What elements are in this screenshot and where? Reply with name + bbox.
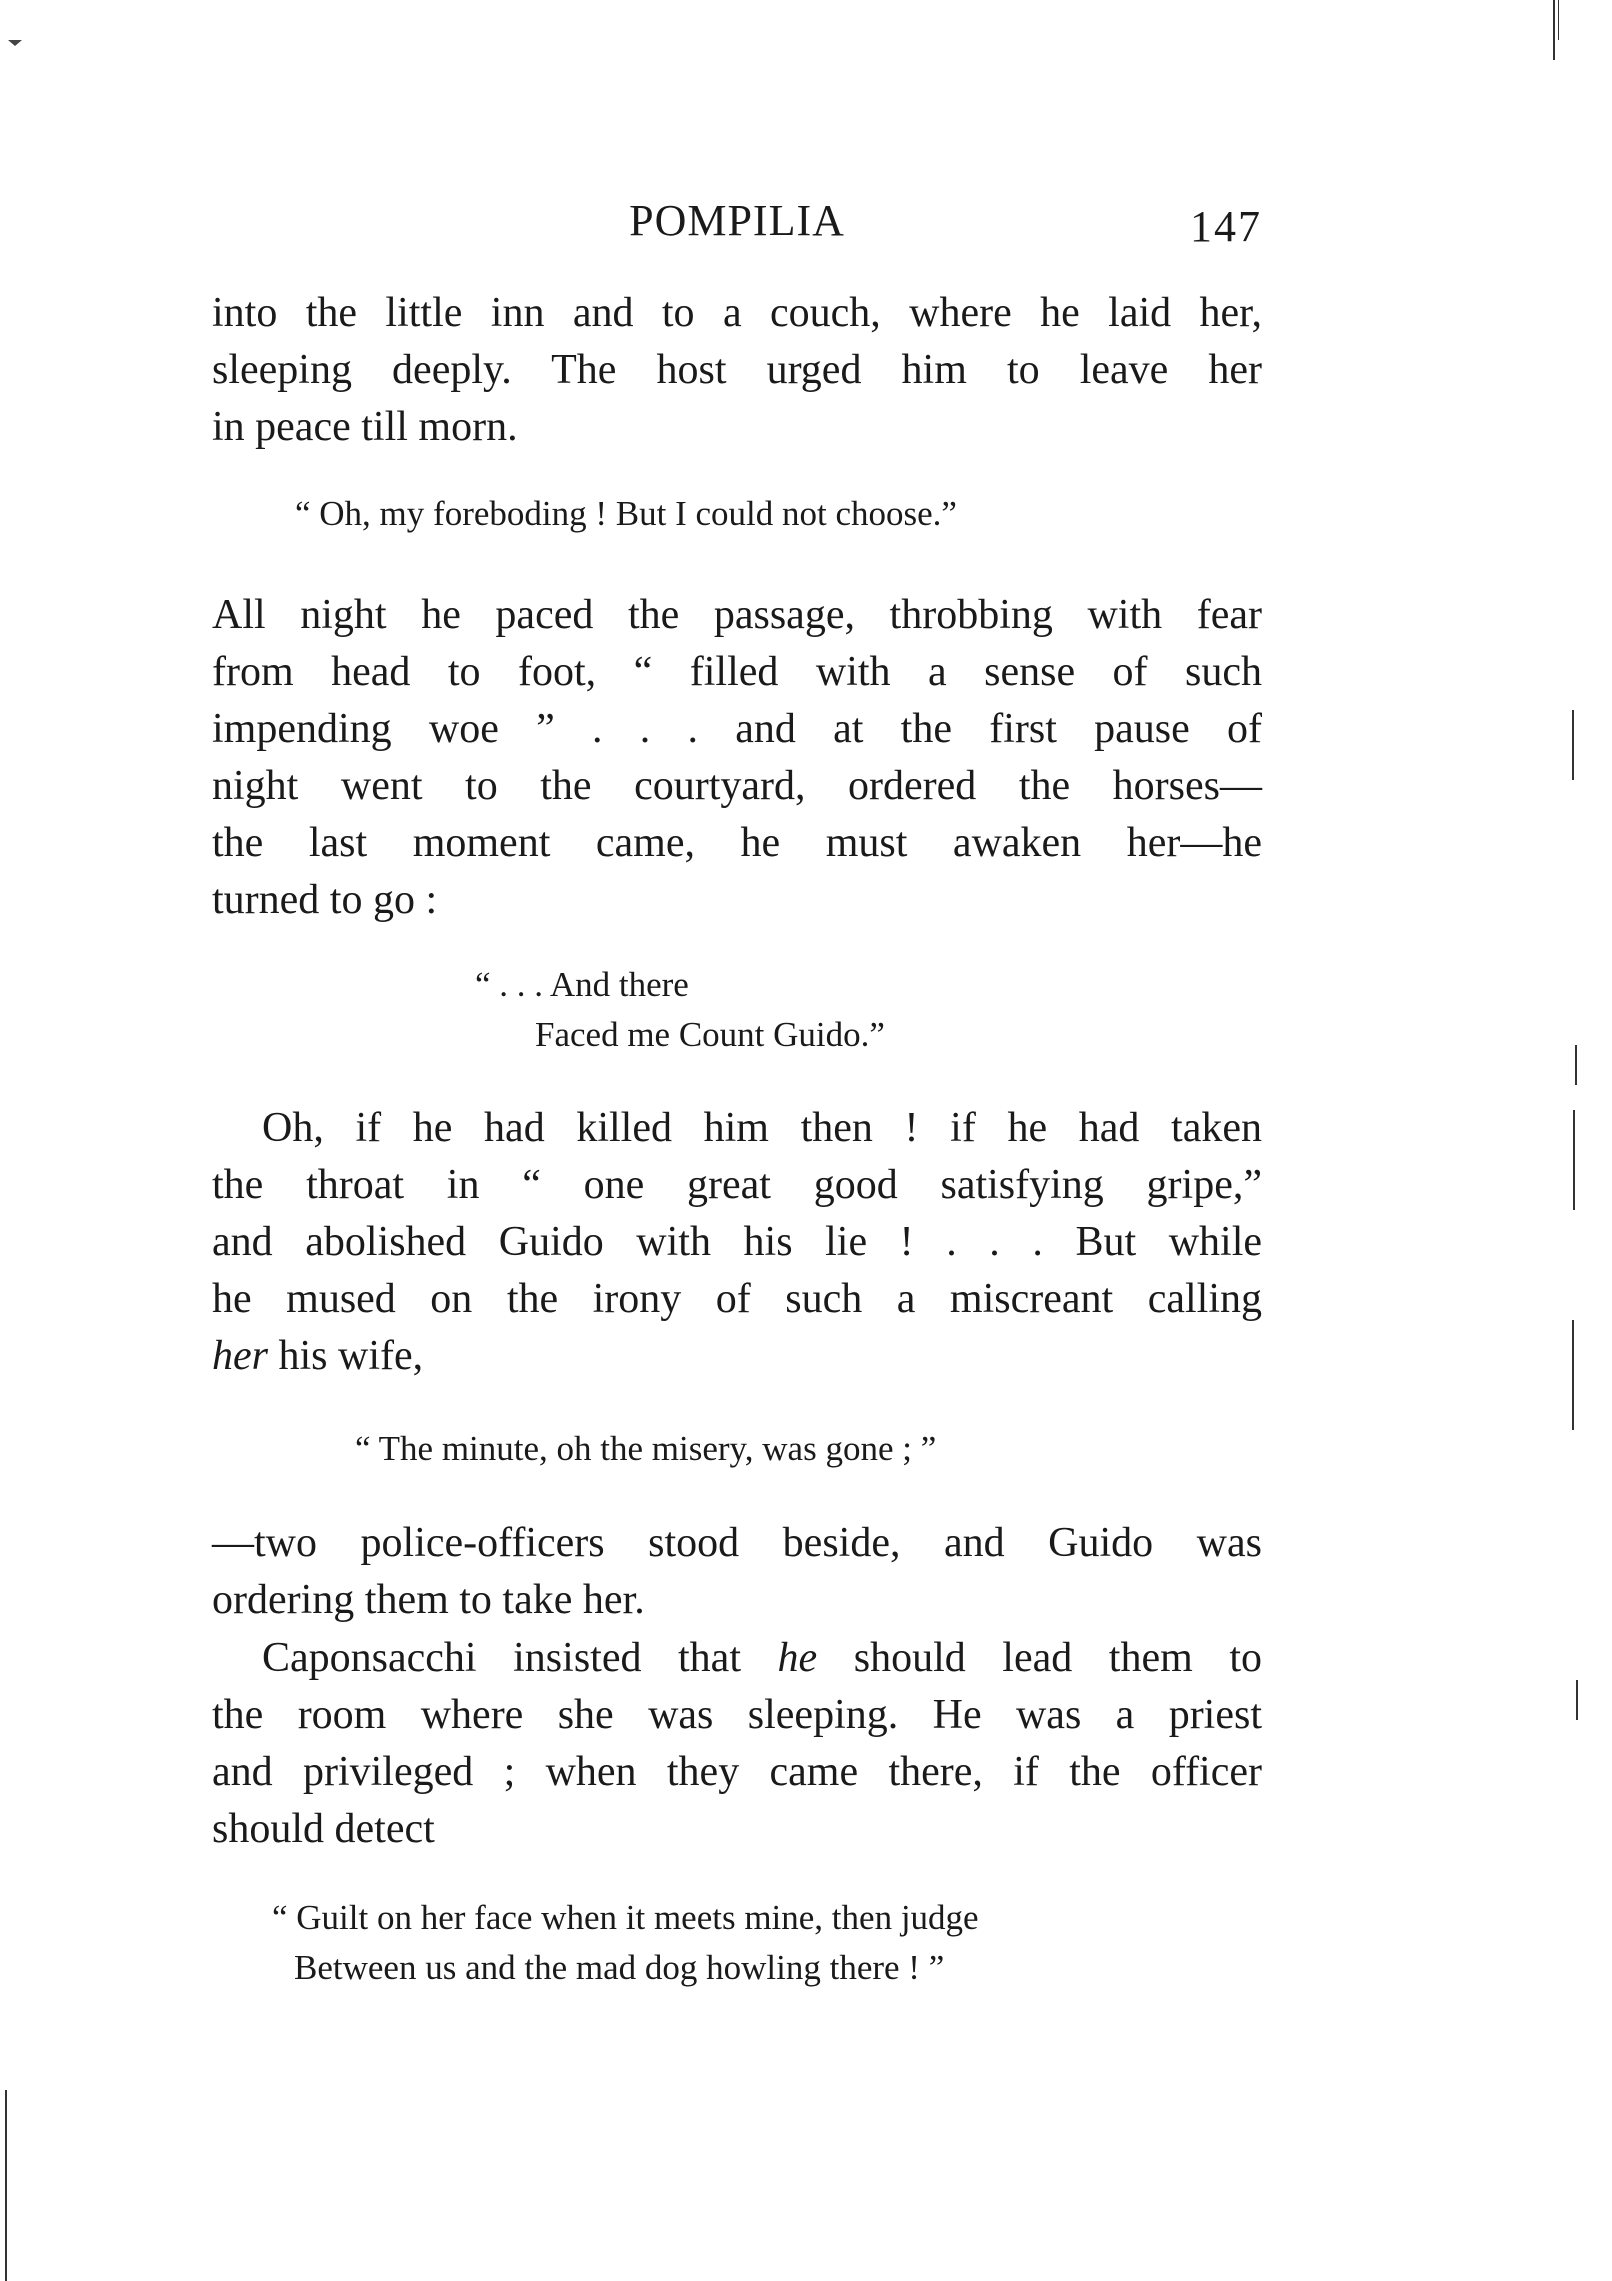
text-fragment: his wife, [268, 1333, 424, 1379]
scan-artifact-line [1553, 0, 1555, 60]
quote-line: “ Guilt on her face when it meets mine, then judge [272, 1898, 979, 1937]
text-line [212, 1630, 1262, 1687]
text-line: into the little inn and to a couch, where he laid her, [212, 290, 1262, 336]
scan-artifact-line [1573, 1110, 1575, 1210]
text-line: from head to foot, “ filled with a sense of such [212, 649, 1262, 695]
text-line: night went to the courtyard, ordered the horses— [212, 763, 1262, 809]
scan-artifact-line [1572, 710, 1574, 780]
text-line: Oh, if he had killed him then ! if he had taken [262, 1105, 1262, 1151]
quote-line: “ The minute, oh the misery, was gone ; ” [355, 1429, 937, 1468]
quote-line: Between us and the mad dog howling there ! ” [294, 1948, 945, 1987]
text-line: he mused on the irony of such a miscreant calling [212, 1276, 1262, 1322]
paragraph-1 [212, 285, 1262, 456]
scan-artifact-line [1572, 1320, 1574, 1430]
text-fragment: should lead them to [817, 1635, 1262, 1681]
chapter-title: POMPILIA [629, 196, 845, 245]
paragraph-3 [212, 1100, 1262, 1385]
text-line: turned to go : [212, 877, 438, 923]
italic-word: he [777, 1635, 818, 1681]
text-line: impending woe ” . . . and at the first pause of [212, 706, 1262, 752]
text-line: the room where she was sleeping. He was a priest [212, 1692, 1262, 1738]
scan-corner-mark-icon [8, 40, 22, 46]
scan-artifact-line [1558, 0, 1559, 40]
text-line [212, 1328, 1262, 1385]
scan-artifact-line [1575, 1045, 1577, 1085]
quotation-1 [295, 490, 1345, 538]
text-line: and abolished Guido with his lie ! . . . But while [212, 1219, 1262, 1265]
quote-line: “ . . . And there [475, 965, 689, 1004]
text-line: and privileged ; when they came there, if the officer [212, 1749, 1262, 1795]
text-line: in peace till morn. [212, 404, 518, 450]
text-fragment: Caponsacchi insisted that [262, 1635, 778, 1681]
scan-artifact-line [5, 2090, 7, 2281]
text-line: should detect [212, 1806, 435, 1852]
quotation-2 [475, 960, 1075, 1060]
paragraph-5 [212, 1630, 1262, 1858]
quote-line: Faced me Count Guido.” [535, 1015, 885, 1054]
italic-word: her [212, 1333, 268, 1379]
text-line: sleeping deeply. The host urged him to leave her [212, 347, 1262, 393]
quote-line: “ Oh, my foreboding ! But I could not choose.” [295, 494, 957, 533]
quotation-3 [355, 1425, 1405, 1473]
paragraph-4 [212, 1515, 1262, 1629]
text-line: the last moment came, he must awaken her—he [212, 820, 1262, 866]
paragraph-2 [212, 587, 1262, 929]
quotation-4 [272, 1893, 1272, 1993]
running-head [212, 195, 1262, 255]
text-line: ordering them to take her. [212, 1577, 645, 1623]
text-line: the throat in “ one great good satisfying gripe,” [212, 1162, 1262, 1208]
text-line: —two police-officers stood beside, and Guido was [212, 1520, 1262, 1566]
text-line: All night he paced the passage, throbbing with fear [212, 592, 1262, 638]
page-number: 147 [1190, 202, 1262, 251]
scan-artifact-line [1576, 1680, 1578, 1720]
